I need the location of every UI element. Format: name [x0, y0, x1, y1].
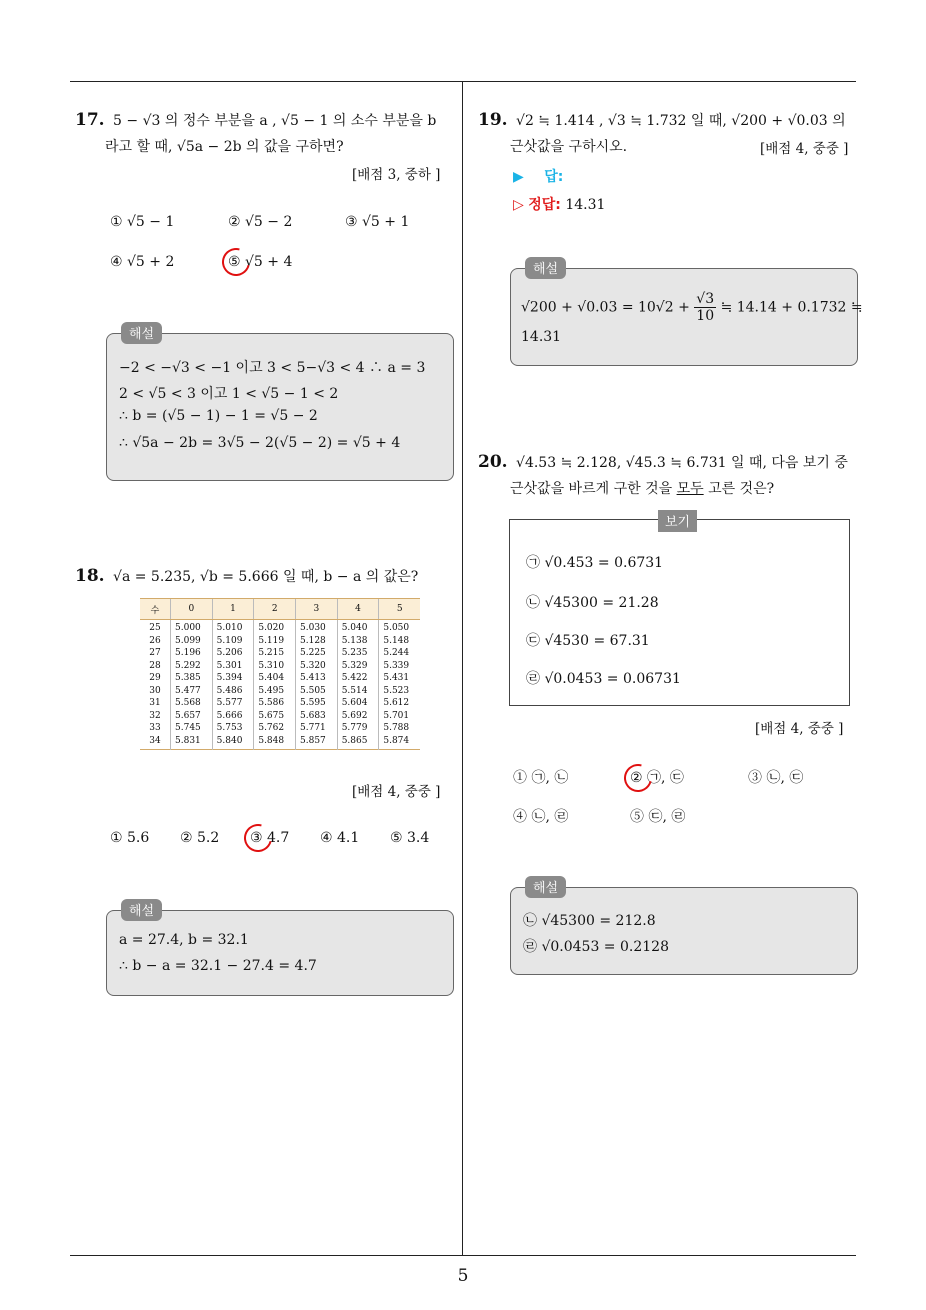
choice-number-circled: ② — [630, 770, 643, 786]
table-column — [379, 620, 420, 750]
table-cell: 5.753 — [216, 723, 243, 733]
choice-3[interactable]: ③ √5 + 1 — [345, 214, 410, 230]
answer-arrow-icon: ▶ — [513, 169, 524, 185]
table-cell: 5.857 — [300, 735, 326, 746]
solution-line: ∴ √5a − 2b = 3√5 − 2(√5 − 2) = √5 + 4 — [119, 435, 401, 451]
choice-1[interactable]: ① √5 − 1 — [110, 214, 175, 230]
table-cell: 5.831 — [175, 735, 201, 746]
table-cell: 5.404 — [258, 673, 285, 683]
choice-text: 4.7 — [267, 830, 290, 846]
table-cell: 5.030 — [300, 623, 326, 633]
table-cell: 5.225 — [300, 648, 326, 658]
table-column — [254, 620, 296, 750]
question-text-line2: 근삿값을 구하시오. — [510, 139, 628, 155]
table-cell: 26 — [149, 635, 161, 646]
table-cell: 5.586 — [258, 698, 285, 708]
choice-4[interactable]: ④ √5 + 2 — [110, 254, 175, 270]
table-column — [171, 620, 213, 750]
solution-box — [106, 904, 454, 996]
table-cell: 5.138 — [341, 635, 368, 646]
solution-line: ㉡ √45300 = 212.8 — [523, 913, 656, 929]
solution-line: a = 27.4, b = 32.1 — [119, 932, 249, 948]
question-number: 20. — [478, 452, 508, 472]
question-number: 17. — [75, 110, 105, 130]
table-cell: 5.771 — [300, 723, 326, 733]
table-cell: 5.235 — [341, 648, 368, 658]
choice-text: ㉠, ㉢ — [647, 770, 684, 786]
table-header-cell: 3 — [296, 599, 338, 620]
table-cell: 5.568 — [175, 698, 201, 708]
choice-text: √5 + 4 — [245, 254, 293, 270]
table-cell: 5.495 — [258, 685, 285, 696]
table-cell: 5.413 — [300, 673, 326, 683]
choice-2[interactable]: ② 5.2 — [180, 830, 220, 846]
table-cell: 5.692 — [341, 710, 368, 721]
solution-tag: 해설 — [525, 257, 566, 279]
question-text-line1: √a = 5.235, √b = 5.666 일 때, b − a 의 값은? — [113, 569, 419, 585]
bogi-box — [509, 515, 850, 706]
table-cell: 5.604 — [341, 698, 368, 708]
solution-tag: 해설 — [121, 322, 162, 344]
page-number: 5 — [457, 1266, 469, 1286]
bogi-item: ㉣ √0.0453 = 0.06731 — [526, 671, 681, 687]
solution-line: ∴ b − a = 32.1 − 27.4 = 4.7 — [119, 958, 317, 974]
table-cell: 5.683 — [300, 710, 326, 721]
answer-circle-mark — [239, 819, 277, 857]
table-cell: 5.577 — [216, 698, 243, 708]
table-cell: 5.385 — [175, 673, 201, 683]
solution-tag: 해설 — [525, 876, 566, 898]
table-cell: 5.701 — [383, 710, 410, 721]
table-cell: 5.612 — [383, 698, 410, 708]
bogi-item: ㉠ √0.453 = 0.6731 — [526, 555, 664, 571]
bottom-rule — [70, 1255, 856, 1256]
question-text-line1: √4.53 ≒ 2.128, √45.3 ≒ 6.731 일 때, 다음 보기 중 — [516, 455, 848, 471]
table-cell: 5.119 — [258, 635, 285, 646]
table-header-cell: 0 — [171, 599, 213, 620]
table-cell: 29 — [149, 673, 161, 683]
table-cell: 5.206 — [216, 648, 243, 658]
table-header-cell: 수 — [140, 599, 171, 620]
solution-line: ∴ b = (√5 − 1) − 1 = √5 − 2 — [119, 408, 318, 424]
choice-number-circled: ⑤ — [228, 254, 241, 270]
table-cell: 5.010 — [216, 623, 243, 633]
square-root-table — [140, 598, 420, 750]
question-text-line2: 근삿값을 바르게 구한 것을 모두 고른 것은? — [510, 481, 775, 497]
table-body — [140, 620, 420, 750]
choice-4[interactable]: ④ ㉡, ㉣ — [513, 809, 569, 825]
table-cell: 5.000 — [175, 623, 201, 633]
table-cell: 5.505 — [300, 685, 326, 696]
table-cell: 27 — [149, 648, 161, 658]
question-text-line1: √2 ≒ 1.414 , √3 ≒ 1.732 일 때, √200 + √0.03 의 — [516, 113, 846, 129]
table-row — [140, 620, 420, 750]
column-divider — [462, 82, 463, 1255]
table-cell: 5.874 — [383, 735, 410, 746]
choice-3[interactable] — [250, 830, 289, 846]
table-cell: 5.215 — [258, 648, 285, 658]
solution-line: √200 + √0.03 = 10√2 + $\frac{√3}{10}$ ≒ 14.14 + 0.1732 ≒ — [521, 291, 863, 324]
table-cell: 5.310 — [258, 660, 285, 671]
table-cell: 5.675 — [258, 710, 285, 721]
answer-field[interactable] — [513, 166, 563, 186]
table-cell: 5.099 — [175, 635, 201, 646]
choice-2[interactable] — [630, 767, 684, 787]
table-cell: 5.020 — [258, 623, 285, 633]
table-header-cell: 2 — [254, 599, 296, 620]
bogi-tag: 보기 — [658, 510, 697, 532]
table-cell: 5.840 — [216, 735, 243, 746]
table-cell: 5.865 — [341, 735, 368, 746]
question-text-line1: 5 − √3 의 정수 부분을 a , √5 − 1 의 소수 부분을 b — [113, 113, 437, 129]
table-cell: 34 — [149, 735, 161, 746]
table-column — [212, 620, 254, 750]
choice-number-circled: ③ — [250, 830, 263, 846]
table-header-cell: 5 — [379, 599, 420, 620]
choice-2[interactable]: ② √5 − 2 — [228, 214, 293, 230]
solution-box — [106, 327, 454, 481]
table-cell: 5.394 — [216, 673, 243, 683]
table-cell: 5.301 — [216, 660, 243, 671]
table-cell: 25 — [149, 623, 161, 633]
table-cell: 5.128 — [300, 635, 326, 646]
solution-line: ㉣ √0.0453 = 0.2128 — [523, 939, 669, 955]
table-cell: 5.109 — [216, 635, 243, 646]
table-cell: 32 — [149, 710, 161, 721]
table-cell: 5.523 — [383, 685, 410, 696]
table-cell: 5.595 — [300, 698, 326, 708]
table-cell: 30 — [149, 685, 161, 696]
correct-arrow-icon: ▷ — [513, 197, 524, 213]
question-number: 18. — [75, 566, 105, 586]
table-cell: 5.666 — [216, 710, 243, 721]
top-rule — [70, 81, 856, 82]
table-header-cell: 1 — [212, 599, 254, 620]
solution-line: 2 < √5 < 3 이고 1 < √5 − 1 < 2 — [119, 386, 339, 402]
table-cell: 5.244 — [383, 648, 410, 658]
table-cell: 5.431 — [383, 673, 410, 683]
table-column — [296, 620, 338, 750]
solution-line: −2 < −√3 < −1 이고 3 < 5−√3 < 4 ∴ a = 3 — [119, 360, 426, 376]
table-cell: 5.292 — [175, 660, 201, 671]
table-cell: 5.745 — [175, 723, 201, 733]
table-cell: 31 — [149, 698, 161, 708]
answer-circle-mark — [619, 759, 657, 797]
question-text-line2: 라고 할 때, √5a − 2b 의 값을 구하면? — [105, 139, 344, 155]
table-column — [140, 620, 171, 750]
table-cell: 5.148 — [383, 635, 410, 646]
table-cell: 5.779 — [341, 723, 368, 733]
table-cell: 5.422 — [341, 673, 368, 683]
solution-box — [510, 262, 863, 366]
table-cell: 5.329 — [341, 660, 368, 671]
table-cell: 5.848 — [258, 735, 285, 746]
score-meta: [배점 4, 중중 ] — [352, 784, 441, 800]
table-cell: 28 — [149, 660, 161, 671]
solution-line: 14.31 — [521, 329, 562, 345]
table-cell: 5.486 — [216, 685, 243, 696]
table-cell: 5.762 — [258, 723, 285, 733]
correct-value: 14.31 — [565, 197, 606, 213]
score-meta: [배점 4, 중중 ] — [760, 141, 849, 157]
table-cell: 5.514 — [341, 685, 368, 696]
choice-3[interactable]: ③ ㉡, ㉢ — [748, 770, 804, 786]
solution-fraction: $\frac{√3}{10}$ — [696, 291, 715, 324]
choice-5[interactable]: ⑤ ㉢, ㉣ — [630, 809, 686, 825]
table-cell: 5.339 — [383, 660, 410, 671]
bogi-item: ㉢ √4530 = 67.31 — [526, 633, 650, 649]
table-cell: 33 — [149, 723, 161, 733]
table-header-cell: 4 — [337, 599, 379, 620]
choice-1[interactable]: ① ㉠, ㉡ — [513, 770, 569, 786]
choice-1[interactable]: ① 5.6 — [110, 830, 150, 846]
table-header-row — [140, 599, 420, 620]
table-cell: 5.040 — [341, 623, 368, 633]
underlined-word: 모두 — [676, 481, 704, 497]
choice-5[interactable]: ⑤ 3.4 — [390, 830, 430, 846]
table-cell: 5.477 — [175, 685, 201, 696]
correct-label: 정답: — [528, 197, 561, 213]
table-cell: 5.050 — [383, 623, 410, 633]
choice-5[interactable] — [228, 254, 292, 270]
score-meta: [배점 4, 중중 ] — [755, 721, 844, 737]
correct-answer — [513, 194, 605, 214]
bogi-item: ㉡ √45300 = 21.28 — [526, 595, 659, 611]
question-number: 19. — [478, 110, 508, 130]
solution-box — [510, 881, 858, 975]
solution-tag: 해설 — [121, 899, 162, 921]
score-meta: [배점 3, 중하 ] — [352, 167, 441, 183]
table-cell: 5.196 — [175, 648, 201, 658]
table-cell: 5.788 — [383, 723, 410, 733]
table-cell: 5.320 — [300, 660, 326, 671]
choice-4[interactable]: ④ 4.1 — [320, 830, 360, 846]
table-column — [337, 620, 379, 750]
answer-label: 답: — [544, 169, 564, 185]
answer-circle-mark — [217, 243, 255, 281]
table-cell: 5.657 — [175, 710, 201, 721]
